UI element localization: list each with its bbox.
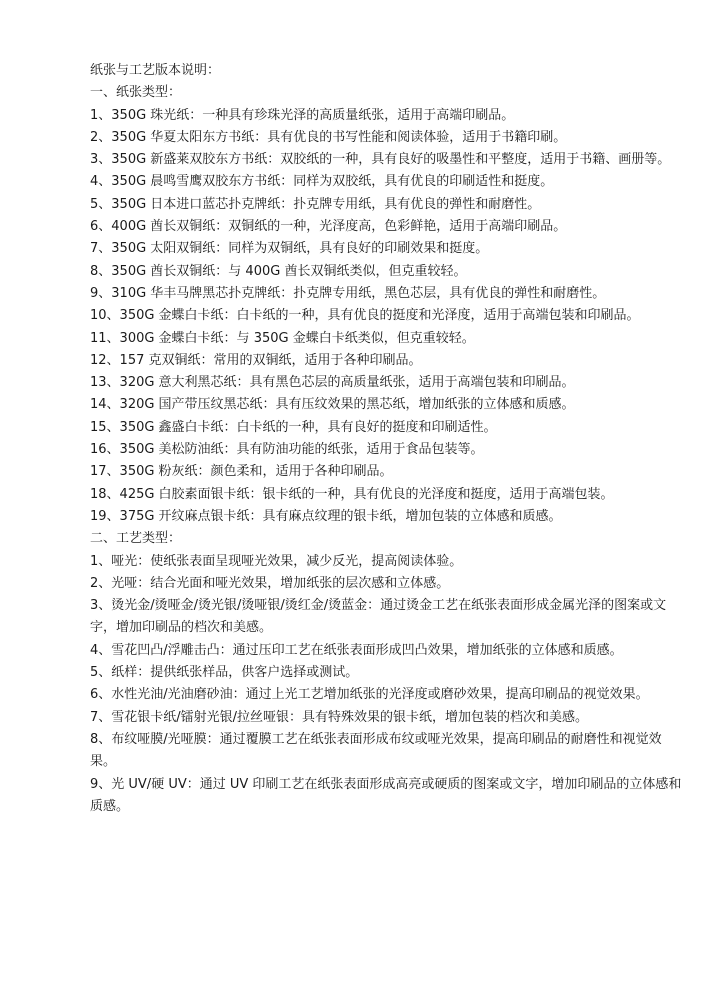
document-body xyxy=(90,60,685,818)
paper-item-11: 11、300G 金蝶白卡纸：与 350G 金蝶白卡纸类似，但克重较轻。 xyxy=(90,330,475,346)
paper-item-3: 3、350G 新盛莱双胶东方书纸：双胶纸的一种，具有良好的吸墨性和平整度，适用于书籍、画册等。 xyxy=(90,152,671,168)
paper-item-10: 10、350G 金蝶白卡纸：白卡纸的一种，具有优良的挺度和光泽度，适用于高端包装和印刷品。 xyxy=(90,308,640,324)
paper-item-15: 15、350G 鑫盛白卡纸：白卡纸的一种，具有良好的挺度和印刷适性。 xyxy=(90,419,497,435)
paper-item-12: 12、157 克双铜纸：常用的双铜纸，适用于各种印刷品。 xyxy=(90,352,422,368)
paper-section-heading: 一、纸张类型： xyxy=(90,85,182,101)
craft-item-7: 7、雪花银卡纸/镭射光银/拉丝哑银：具有特殊效果的银卡纸，增加包装的档次和美感。 xyxy=(90,709,589,725)
paper-item-1: 1、350G 珠光纸：一种具有珍珠光泽的高质量纸张，适用于高端印刷品。 xyxy=(90,107,515,123)
craft-item-6: 6、水性光油/光油磨砂油：通过上光工艺增加纸张的光泽度或磨砂效果，提高印刷品的视觉效果。 xyxy=(90,687,649,703)
paper-item-9: 9、310G 华丰马牌黑芯扑克牌纸：扑克牌专用纸，黑色芯层，具有优良的弹性和耐磨性。 xyxy=(90,285,606,301)
paper-item-4: 4、350G 晨鸣雪鹰双胶东方书纸：同样为双胶纸，具有优良的印刷适性和挺度。 xyxy=(90,174,554,190)
craft-item-3: 3、烫光金/烫哑金/烫光银/烫哑银/烫红金/烫蓝金：通过烫金工艺在纸张表面形成金属光泽的图案或文字，增加印刷品的档次和美感。 xyxy=(90,598,667,636)
paper-item-13: 13、320G 意大利黑芯纸：具有黑色芯层的高质量纸张，适用于高端包装和印刷品。 xyxy=(90,375,575,391)
paper-item-6: 6、400G 酋长双铜纸：双铜纸的一种，光泽度高，色彩鲜艳，适用于高端印刷品。 xyxy=(90,219,567,235)
craft-item-4: 4、雪花凹凸/浮雕击凸：通过压印工艺在纸张表面形成凹凸效果，增加纸张的立体感和质感。 xyxy=(90,642,623,658)
paper-item-5: 5、350G 日本进口蓝芯扑克牌纸：扑克牌专用纸，具有优良的弹性和耐磨性。 xyxy=(90,196,541,212)
paper-item-19: 19、375G 开纹麻点银卡纸：具有麻点纹理的银卡纸，增加包装的立体感和质感。 xyxy=(90,508,562,524)
paper-item-17: 17、350G 粉灰纸：颜色柔和，适用于各种印刷品。 xyxy=(90,464,393,480)
paper-item-18: 18、425G 白胶素面银卡纸：银卡纸的一种，具有优良的光泽度和挺度，适用于高端包装。 xyxy=(90,486,614,502)
craft-item-5: 5、纸样：提供纸张样品，供客户选择或测试。 xyxy=(90,665,359,681)
paper-item-14: 14、320G 国产带压纹黑芯纸：具有压纹效果的黑芯纸，增加纸张的立体感和质感。 xyxy=(90,397,575,413)
document-title: 纸张与工艺版本说明： xyxy=(90,63,221,78)
paper-item-8: 8、350G 酋长双铜纸：与 400G 酋长双铜纸类似，但克重较轻。 xyxy=(90,263,467,279)
craft-item-8: 8、布纹哑膜/光哑膜：通过覆膜工艺在纸张表面形成布纹或哑光效果，提高印刷品的耐磨性和视觉效果。 xyxy=(90,731,662,770)
craft-item-1: 1、哑光：使纸张表面呈现哑光效果，减少反光，提高阅读体验。 xyxy=(90,553,463,569)
paper-item-16: 16、350G 美松防油纸：具有防油功能的纸张，适用于食品包装等。 xyxy=(90,442,484,458)
paper-item-7: 7、350G 太阳双铜纸：同样为双铜纸，具有良好的印刷效果和挺度。 xyxy=(90,241,489,257)
paper-item-2: 2、350G 华夏太阳东方书纸：具有优良的书写性能和阅读体验，适用于书籍印刷。 xyxy=(90,129,567,145)
craft-section-heading: 二、工艺类型： xyxy=(90,531,182,547)
craft-item-9: 9、光 UV/硬 UV：通过 UV 印刷工艺在纸张表面形成高亮或硬质的图案或文字，增加印刷品的立体感和质感。 xyxy=(90,776,682,814)
craft-item-2: 2、光哑：结合光面和哑光效果，增加纸张的层次感和立体感。 xyxy=(90,575,450,591)
